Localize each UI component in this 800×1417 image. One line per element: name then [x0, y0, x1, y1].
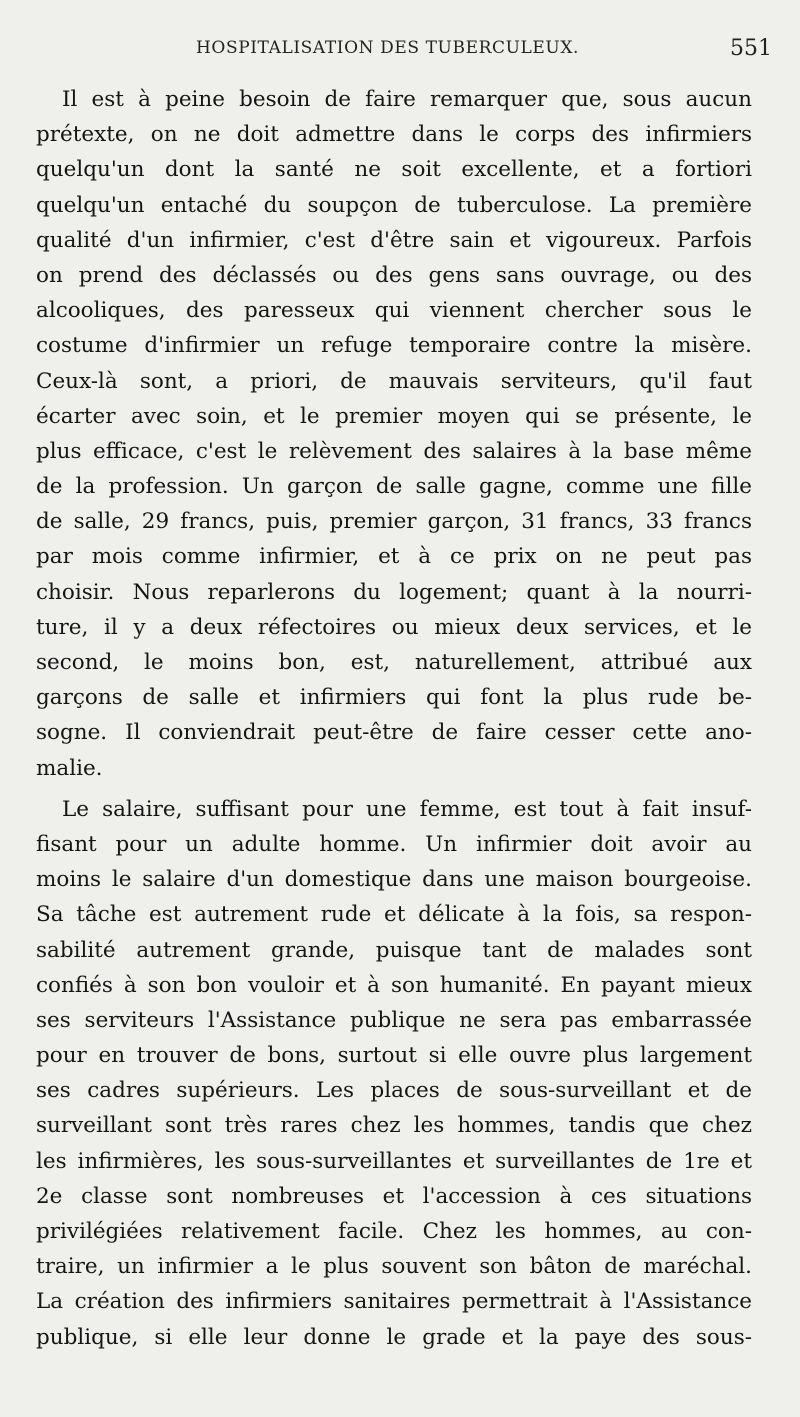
text-line: garçons de salle et infirmiers qui font la plus rude be-	[36, 685, 752, 711]
text-line: traire, un infirmier a le plus souvent son bâton de maréchal.	[36, 1254, 752, 1280]
text-line: 2e classe sont nombreuses et l'accession à ces situations	[36, 1183, 752, 1209]
text-line: de salle, 29 francs, puis, premier garçon, 31 francs, 33 francs	[36, 509, 752, 535]
text-line: quelqu'un dont la santé ne soit excellente, et a fortiori	[36, 157, 752, 183]
text-line: ses serviteurs l'Assistance publique ne sera pas embarrassée	[36, 1007, 752, 1033]
text-line: costume d'infirmier un refuge temporaire contre la misère.	[36, 333, 752, 359]
text-line: écarter avec soin, et le premier moyen qui se présente, le	[36, 403, 752, 429]
running-title: HOSPITALISATION DES TUBERCULEUX.	[196, 38, 580, 58]
text-line: publique, si elle leur donne le grade et la paye des sous-	[36, 1324, 752, 1350]
paragraph-1	[36, 82, 752, 786]
text-line: plus efficace, c'est le relèvement des salaires à la base même	[36, 438, 752, 464]
text-line: alcooliques, des paresseux qui viennent chercher sous le	[36, 298, 752, 324]
page-number: 551	[730, 36, 772, 61]
text-line: qualité d'un infirmier, c'est d'être sain et vigoureux. Parfois	[36, 227, 752, 253]
text-line: les infirmières, les sous-surveillantes et surveillantes de 1re et	[36, 1148, 752, 1174]
body-text	[36, 82, 752, 1355]
text-line: par mois comme infirmier, et à ce prix on ne peut pas	[36, 544, 752, 570]
text-line: Sa tâche est autrement rude et délicate à la fois, sa respon-	[36, 902, 752, 928]
text-line: ture, il y a deux réfectoires ou mieux deux services, et le	[36, 614, 752, 640]
text-line: choisir. Nous reparlerons du logement; quant à la nourri-	[36, 579, 752, 605]
text-line: sogne. Il conviendrait peut-être de faire cesser cette ano-	[36, 720, 752, 746]
text-line: Le salaire, suffisant pour une femme, est tout à fait insuf-	[62, 796, 752, 822]
text-line: de la profession. Un garçon de salle gagne, comme une fille	[36, 474, 752, 500]
text-line: confiés à son bon vouloir et à son humanité. En payant mieux	[36, 972, 752, 998]
text-line: quelqu'un entaché du soupçon de tuberculose. La première	[36, 192, 752, 218]
text-line: ses cadres supérieurs. Les places de sous-surveillant et de	[36, 1078, 752, 1104]
text-line: moins le salaire d'un domestique dans une maison bourgeoise.	[36, 867, 752, 893]
text-line: surveillant sont très rares chez les hommes, tandis que chez	[36, 1113, 752, 1139]
text-line: Il est à peine besoin de faire remarquer que, sous aucun	[62, 87, 752, 112]
text-line: sabilité autrement grande, puisque tant de malades sont	[36, 937, 752, 963]
text-line: fisant pour un adulte homme. Un infirmier doit avoir au	[36, 831, 752, 857]
text-line: second, le moins bon, est, naturellement, attribué aux	[36, 650, 752, 675]
text-line: La création des infirmiers sanitaires permettrait à l'Assistance	[36, 1289, 752, 1315]
text-line: prétexte, on ne doit admettre dans le corps des infirmiers	[36, 122, 752, 148]
text-line: on prend des déclassés ou des gens sans ouvrage, ou des	[36, 262, 752, 288]
text-line: malie.	[36, 755, 103, 781]
text-line: pour en trouver de bons, surtout si elle ouvre plus largement	[36, 1043, 752, 1069]
text-line: Ceux-là sont, a priori, de mauvais serviteurs, qu'il faut	[36, 368, 752, 394]
text-line: privilégiées relativement facile. Chez les hommes, au con-	[36, 1219, 752, 1244]
paragraph-2	[36, 792, 752, 1355]
